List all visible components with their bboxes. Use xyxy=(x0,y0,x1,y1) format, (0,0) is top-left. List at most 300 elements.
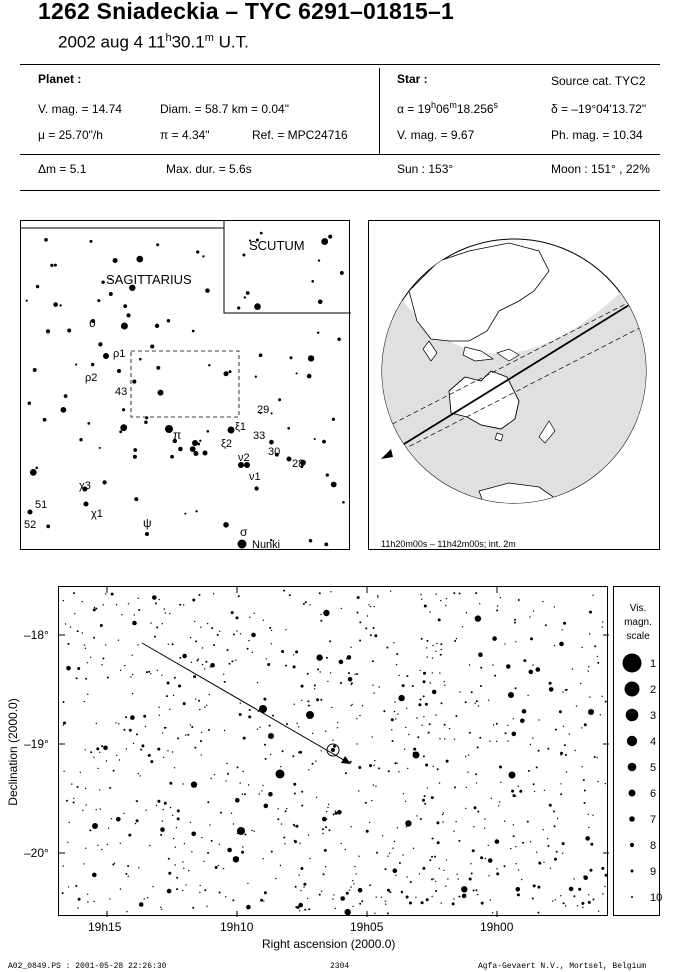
chart-star xyxy=(585,836,590,841)
chart-star xyxy=(562,691,563,692)
chart-star xyxy=(391,718,394,721)
chart-star xyxy=(324,849,327,852)
chart-star xyxy=(403,793,404,794)
chart-star xyxy=(439,782,440,783)
chart-star xyxy=(456,638,457,639)
globe-panel xyxy=(368,220,660,550)
chart-star xyxy=(594,645,596,647)
chart-star xyxy=(227,773,229,775)
chart-star xyxy=(402,854,403,855)
finder-star xyxy=(64,394,68,398)
chart-star xyxy=(200,627,201,628)
chart-star xyxy=(417,736,419,738)
chart-star xyxy=(247,883,248,884)
chart-star xyxy=(120,888,121,889)
label-rho1: ρ1 xyxy=(113,348,126,360)
alpha-second-unit: s xyxy=(493,100,499,110)
chart-star xyxy=(445,605,446,606)
chart-star xyxy=(432,838,434,840)
chart-star xyxy=(270,754,271,755)
label-upsilon: υ xyxy=(89,316,96,330)
chart-star xyxy=(431,856,433,858)
chart-star xyxy=(470,863,471,864)
chart-star xyxy=(152,595,157,600)
chart-star xyxy=(536,667,541,672)
chart-star xyxy=(241,851,244,854)
chart-star xyxy=(534,791,535,792)
scale-rows xyxy=(623,654,663,905)
chart-star xyxy=(85,678,87,680)
chart-star xyxy=(592,595,593,596)
chart-star xyxy=(219,844,220,845)
chart-star xyxy=(385,868,387,870)
chart-star xyxy=(421,725,422,726)
chart-star xyxy=(136,733,138,735)
chart-star xyxy=(147,897,148,898)
chart-star xyxy=(236,616,239,619)
chart-star xyxy=(420,594,421,595)
finder-star xyxy=(193,451,198,456)
chart-star xyxy=(331,707,332,708)
chart-star xyxy=(85,749,86,750)
chart-star xyxy=(391,729,392,730)
chart-star xyxy=(560,895,561,896)
chart-star xyxy=(547,838,548,839)
chart-star xyxy=(458,878,459,879)
chart-star xyxy=(303,603,305,605)
chart-star xyxy=(333,894,334,895)
finder-star xyxy=(242,254,245,257)
chart-star xyxy=(77,786,79,788)
finder-star xyxy=(90,240,93,243)
finder-star xyxy=(237,306,240,309)
chart-star xyxy=(581,727,582,728)
chart-star xyxy=(77,667,80,670)
chart-star xyxy=(198,700,200,702)
table-bottom-rule xyxy=(20,190,660,191)
chart-star xyxy=(223,868,224,869)
chart-star xyxy=(109,787,111,789)
chart-star xyxy=(488,858,493,863)
chart-star xyxy=(432,645,433,646)
chart-star xyxy=(213,593,214,594)
chart-star xyxy=(167,682,170,685)
chart-star xyxy=(373,765,374,766)
chart-star xyxy=(387,912,389,914)
chart-star xyxy=(314,688,315,689)
chart-star xyxy=(204,706,205,707)
chart-star xyxy=(262,785,263,786)
label-30: 30 xyxy=(268,446,281,458)
chart-star xyxy=(479,603,480,604)
chart-star xyxy=(484,818,485,819)
chart-star xyxy=(113,770,115,772)
label-52: 52 xyxy=(24,519,37,531)
chart-star xyxy=(129,729,132,732)
chart-star xyxy=(563,902,565,904)
chart-star xyxy=(517,893,520,896)
chart-star xyxy=(393,642,394,643)
chart-star xyxy=(243,737,246,740)
finder-star xyxy=(309,539,313,543)
chart-star xyxy=(549,687,554,692)
chart-star xyxy=(513,824,514,825)
chart-star xyxy=(425,703,428,706)
chart-star xyxy=(201,837,202,838)
chart-star xyxy=(242,846,243,847)
chart-star xyxy=(536,852,537,853)
chart-star xyxy=(100,624,103,627)
table-top-rule xyxy=(20,64,660,65)
chart-star xyxy=(201,732,202,733)
chart-bright-star xyxy=(268,733,274,739)
chart-star xyxy=(422,867,425,870)
finder-star xyxy=(158,390,164,396)
chart-star xyxy=(522,709,527,714)
scale-label-mag-2: 2 xyxy=(650,684,657,696)
chart-star xyxy=(405,801,406,802)
chart-star xyxy=(150,622,151,623)
chart-star xyxy=(167,750,168,751)
finder-star xyxy=(133,455,137,459)
chart-star xyxy=(471,873,473,875)
finder-star xyxy=(296,372,298,374)
chart-star xyxy=(601,696,602,697)
chart-star xyxy=(233,823,234,824)
chart-star xyxy=(259,793,260,794)
chart-star xyxy=(145,726,146,727)
chart-star xyxy=(185,884,186,885)
finder-star xyxy=(196,250,199,253)
finder-star xyxy=(156,366,160,370)
chart-star xyxy=(537,886,540,889)
chart-star xyxy=(245,834,247,836)
finder-star xyxy=(337,338,341,342)
chart-star xyxy=(532,898,534,900)
chart-star xyxy=(123,813,124,814)
chart-star xyxy=(444,738,445,739)
chart-star xyxy=(358,766,361,769)
chart-star xyxy=(317,668,319,670)
chart-star xyxy=(252,652,253,653)
chart-star xyxy=(308,908,310,910)
chart-star xyxy=(114,863,115,864)
chart-star xyxy=(325,866,326,867)
finder-named-star xyxy=(203,451,208,456)
chart-star xyxy=(172,643,174,645)
finder-star xyxy=(205,288,210,293)
chart-star xyxy=(351,826,352,827)
chart-star xyxy=(462,894,467,899)
chart-star xyxy=(154,636,156,638)
chart-star xyxy=(515,687,517,689)
chart-star xyxy=(356,873,357,874)
chart-star xyxy=(504,865,506,867)
chart-star xyxy=(96,723,97,724)
chart-star xyxy=(70,626,71,627)
chart-star xyxy=(214,774,215,775)
chart-star xyxy=(249,617,250,618)
chart-star xyxy=(333,745,336,748)
chart-star xyxy=(90,657,91,658)
finder-star xyxy=(321,238,328,245)
finder-star xyxy=(307,374,312,379)
chart-star xyxy=(560,752,563,755)
finder-named-star xyxy=(28,510,33,515)
chart-star xyxy=(519,790,522,793)
chart-star xyxy=(339,660,344,665)
chart-star xyxy=(348,672,350,674)
chart-star xyxy=(264,744,266,746)
chart-star xyxy=(183,702,186,705)
chart-star xyxy=(427,656,428,657)
chart-star xyxy=(351,684,352,685)
chart-star xyxy=(491,798,492,799)
chart-star xyxy=(604,886,605,887)
chart-star xyxy=(500,597,501,598)
label-chi1: χ1 xyxy=(91,508,103,520)
chart-star xyxy=(179,604,181,606)
chart-star xyxy=(132,621,137,626)
finder-star xyxy=(289,356,292,359)
chart-star xyxy=(327,807,328,808)
chart-star xyxy=(240,633,241,634)
chart-star xyxy=(469,732,471,734)
chart-star xyxy=(68,643,70,645)
chart-star xyxy=(325,826,327,828)
chart-star xyxy=(513,718,514,719)
chart-star xyxy=(220,812,222,814)
chart-star xyxy=(307,700,309,702)
chart-star xyxy=(476,889,478,891)
chart-star xyxy=(542,601,543,602)
chart-star xyxy=(242,793,243,794)
chart-star xyxy=(231,813,232,814)
star-alpha xyxy=(397,100,498,116)
chart-star xyxy=(409,902,412,905)
chart-star xyxy=(211,840,213,842)
chart-star xyxy=(563,622,566,625)
chart-star xyxy=(597,656,598,657)
chart-star xyxy=(160,907,161,908)
chart-star xyxy=(295,825,298,828)
chart-star xyxy=(163,809,164,810)
y-tick-minus18: –18° xyxy=(24,628,49,642)
chart-star xyxy=(514,622,516,624)
scale-dot-mag-3 xyxy=(626,709,639,722)
chart-star xyxy=(63,701,65,703)
chart-star xyxy=(136,800,138,802)
chart-star xyxy=(396,653,398,655)
chart-star xyxy=(420,670,421,671)
chart-star xyxy=(377,595,378,596)
chart-star xyxy=(362,705,363,706)
chart-star xyxy=(444,681,445,682)
finder-star xyxy=(122,408,125,411)
chart-star xyxy=(149,845,150,846)
finder-star xyxy=(311,280,314,283)
scale-label-mag-3: 3 xyxy=(650,710,657,722)
chart-star xyxy=(576,705,577,706)
chart-star xyxy=(264,804,269,809)
finder-star xyxy=(223,522,229,528)
chart-star xyxy=(160,827,165,832)
chart-star xyxy=(97,845,98,846)
chart-star xyxy=(217,634,219,636)
chart-star xyxy=(157,800,160,803)
chart-star xyxy=(174,677,176,679)
chart-star xyxy=(365,802,367,804)
x-axis-label: Right ascension (2000.0) xyxy=(262,937,396,951)
chart-star xyxy=(496,610,498,612)
label-43: 43 xyxy=(115,386,128,398)
chart-star xyxy=(239,713,242,716)
chart-star xyxy=(69,822,70,823)
chart-star xyxy=(484,828,485,829)
chart-star xyxy=(397,827,398,828)
label-29: 29 xyxy=(257,404,270,416)
chart-star xyxy=(93,901,94,902)
chart-bright-star xyxy=(588,709,594,715)
asteroid-track xyxy=(142,643,349,763)
chart-star xyxy=(226,763,227,764)
chart-star xyxy=(293,665,296,668)
chart-star xyxy=(442,821,443,822)
chart-star xyxy=(436,594,437,595)
chart-star xyxy=(465,756,466,757)
constellation-sagittarius: SAGITTARIUS xyxy=(106,272,192,287)
chart-star xyxy=(357,596,360,599)
chart-star xyxy=(202,664,203,665)
chart-star xyxy=(435,714,436,715)
chart-star xyxy=(433,766,434,767)
chart-star xyxy=(423,755,425,757)
chart-star xyxy=(213,644,215,646)
chart-star xyxy=(346,658,347,659)
chart-star xyxy=(498,805,499,806)
chart-star xyxy=(281,823,282,824)
chart-star xyxy=(388,770,390,772)
chart-star xyxy=(118,640,119,641)
chart-star xyxy=(545,624,547,626)
chart-star xyxy=(454,739,455,740)
chart-star xyxy=(428,732,430,734)
chart-star xyxy=(167,889,172,894)
chart-star xyxy=(554,645,555,646)
chart-star xyxy=(132,674,133,675)
chart-star xyxy=(453,898,454,899)
chart-star xyxy=(128,876,129,877)
chart-star xyxy=(85,788,86,789)
chart-star xyxy=(365,627,367,629)
scale-dot-mag-10 xyxy=(631,896,633,898)
chart-star xyxy=(554,606,555,607)
chart-star xyxy=(394,701,395,702)
chart-star xyxy=(235,798,240,803)
chart-star xyxy=(119,759,120,760)
chart-star xyxy=(259,727,260,728)
chart-star xyxy=(157,748,160,751)
chart-star xyxy=(605,783,606,784)
chart-bright-star xyxy=(413,752,420,759)
chart-star xyxy=(436,821,439,824)
chart-bright-star xyxy=(306,711,314,719)
chart-star xyxy=(358,856,359,857)
chart-star xyxy=(223,674,224,675)
chart-star xyxy=(215,866,218,869)
finder-star xyxy=(123,304,127,308)
chart-star xyxy=(369,822,370,823)
chart-star xyxy=(199,892,200,893)
finder-star xyxy=(228,370,231,373)
chart-star xyxy=(169,709,170,710)
chart-star xyxy=(443,812,444,813)
chart-star xyxy=(431,796,434,799)
chart-star xyxy=(285,629,286,630)
chart-star xyxy=(323,610,329,616)
chart-star xyxy=(134,614,135,615)
chart-star xyxy=(278,808,279,809)
chart-star xyxy=(87,662,88,663)
chart-star xyxy=(130,676,131,677)
chart-star xyxy=(430,682,431,683)
chart-star xyxy=(319,592,321,594)
date-text: 2002 aug 4 11 xyxy=(58,32,166,52)
chart-star xyxy=(207,801,209,803)
finder-star xyxy=(102,480,106,484)
chart-star xyxy=(471,691,473,693)
chart-star xyxy=(90,751,92,753)
chart-star xyxy=(136,819,139,822)
chart-star xyxy=(249,709,251,711)
chart-star xyxy=(165,613,166,614)
finder-named-star xyxy=(287,457,292,462)
chart-star xyxy=(162,623,163,624)
chart-star xyxy=(395,875,396,876)
chart-star xyxy=(101,849,102,850)
chart-star xyxy=(146,671,148,673)
label-28: 28 xyxy=(292,458,305,470)
chart-star xyxy=(557,818,558,819)
chart-star xyxy=(126,911,127,912)
finder-star xyxy=(255,376,257,378)
chart-star xyxy=(566,771,567,772)
chart-star xyxy=(358,790,359,791)
scale-dot-mag-5 xyxy=(628,763,637,772)
chart-star xyxy=(401,891,403,893)
chart-star xyxy=(421,599,422,600)
chart-star xyxy=(435,890,437,892)
chart-star xyxy=(397,713,398,714)
finder-star xyxy=(287,427,290,430)
chart-star xyxy=(299,843,300,844)
chart-star xyxy=(87,694,88,695)
chart-star xyxy=(366,830,369,833)
chart-star xyxy=(507,725,508,726)
chart-star xyxy=(332,739,333,740)
chart-star xyxy=(191,726,193,728)
chart-star xyxy=(602,893,603,894)
finder-star xyxy=(53,302,58,307)
chart-star xyxy=(406,876,407,877)
chart-star xyxy=(386,647,388,649)
chart-star xyxy=(160,834,162,836)
chart-star xyxy=(437,841,440,844)
finder-star xyxy=(150,344,154,348)
chart-star xyxy=(307,673,309,675)
chart-star xyxy=(84,644,85,645)
chart-star xyxy=(416,717,417,718)
